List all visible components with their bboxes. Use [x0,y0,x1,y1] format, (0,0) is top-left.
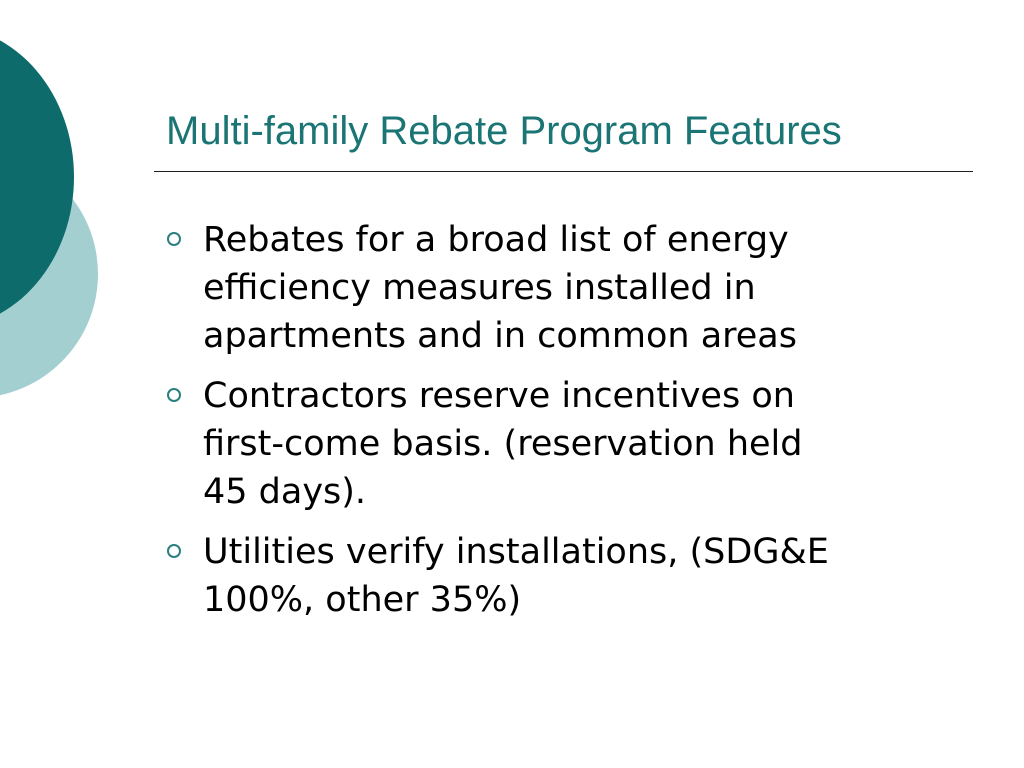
bullet-line: 45 days). [203,472,367,512]
hollow-circle-bullet-icon [167,388,181,402]
bullet-line: 100%, other 35%) [203,580,522,620]
bullet-list [0,216,1024,636]
bullet-line: efficiency measures installed in [203,268,756,308]
bullet-text [203,528,963,624]
bullet-line: apartments and in common areas [203,316,797,356]
bullet-item [0,528,1024,624]
bullet-text [203,372,963,516]
hollow-circle-bullet-icon [167,544,181,558]
bullet-item [0,372,1024,516]
hollow-circle-bullet-icon [167,232,181,246]
title-divider [154,171,973,172]
bullet-item [0,216,1024,360]
bullet-line: Rebates for a broad list of energy [203,220,789,260]
bullet-text [203,216,963,360]
bullet-line: first-come basis. (reservation held [203,424,803,464]
bullet-line: Contractors reserve incentives on [203,376,795,416]
slide-title: Multi-family Rebate Program Features [166,109,842,153]
bullet-line: Utilities verify installations, (SDG&E [203,532,829,572]
